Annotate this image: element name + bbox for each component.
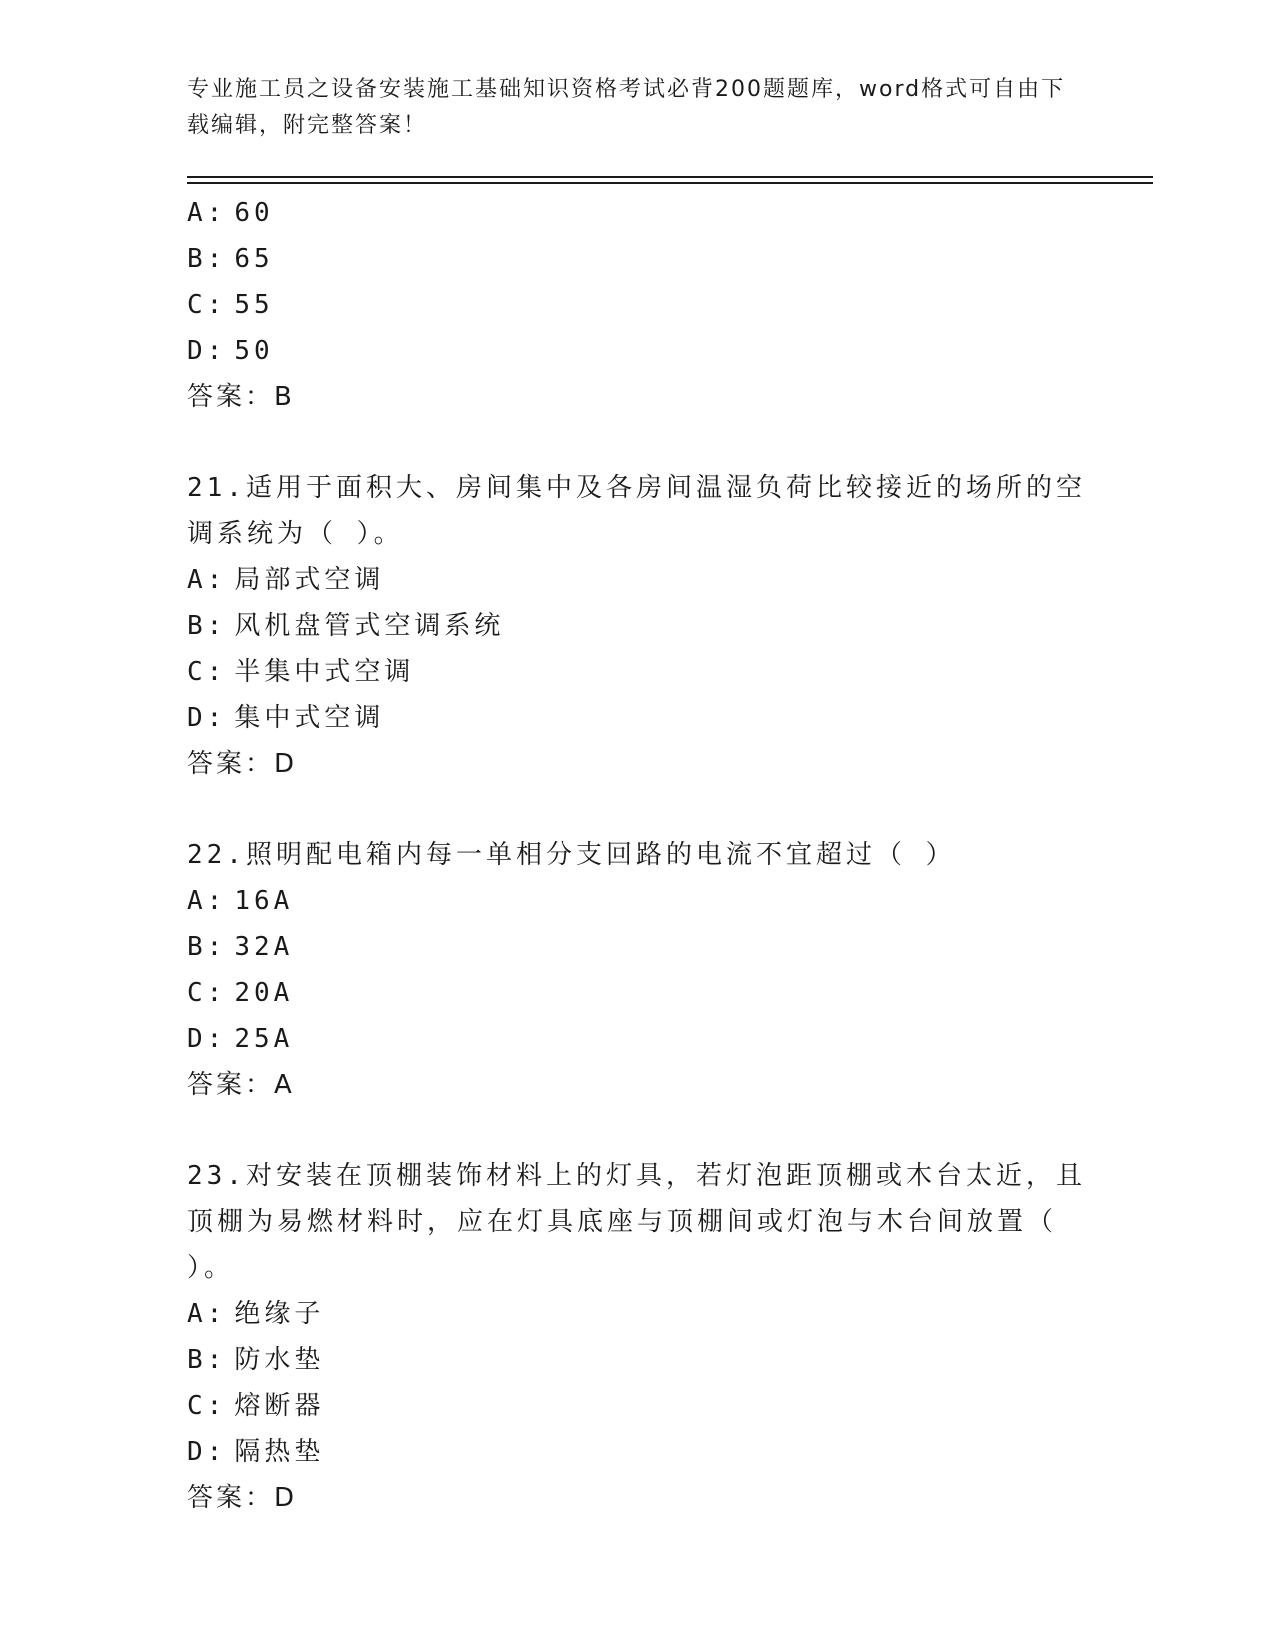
answer-line: 答案：B xyxy=(187,382,295,412)
option-c: C: 熔断器 xyxy=(187,1391,325,1421)
header-divider-bottom xyxy=(187,182,1153,184)
option-d: D: 25A xyxy=(187,1024,294,1054)
question-23 xyxy=(187,1153,1087,1521)
question-list xyxy=(187,190,1087,1521)
header-divider-top xyxy=(187,176,1153,178)
question-stem: 21.适用于面积大、房间集中及各房间温湿负荷比较接近的场所的空调系统为（ ）。 xyxy=(187,473,1086,549)
question-21 xyxy=(187,465,1087,787)
option-d: D: 50 xyxy=(187,336,274,366)
option-a: A: 绝缘子 xyxy=(187,1299,325,1329)
option-b: B: 防水垫 xyxy=(187,1345,325,1375)
document-header xyxy=(187,72,1067,144)
option-b: B: 风机盘管式空调系统 xyxy=(187,611,505,641)
answer-line: 答案：A xyxy=(187,1070,295,1100)
option-c: C: 55 xyxy=(187,290,274,320)
option-b: B: 65 xyxy=(187,244,274,274)
answer-line: 答案：D xyxy=(187,1483,298,1513)
header-title: 专业施工员之设备安装施工基础知识资格考试必背200题题库，word格式可自由下载编辑，附完整答案！ xyxy=(187,77,1066,138)
option-c: C: 半集中式空调 xyxy=(187,657,415,687)
question-22 xyxy=(187,832,1087,1108)
option-b: B: 32A xyxy=(187,932,294,962)
question-stem: 23.对安装在顶棚装饰材料上的灯具，若灯泡距顶棚或木台太近，且顶棚为易燃材料时，应在灯具底座与顶棚间或灯泡与木台间放置（ ）。 xyxy=(187,1161,1086,1283)
option-d: D: 隔热垫 xyxy=(187,1437,325,1467)
question-stem: 22.照明配电箱内每一单相分支回路的电流不宜超过（ ） xyxy=(187,840,956,870)
answer-line: 答案：D xyxy=(187,749,298,779)
question-20 xyxy=(187,190,1087,420)
option-a: A: 局部式空调 xyxy=(187,565,385,595)
option-d: D: 集中式空调 xyxy=(187,703,385,733)
option-a: A: 60 xyxy=(187,198,274,228)
option-c: C: 20A xyxy=(187,978,294,1008)
option-a: A: 16A xyxy=(187,886,294,916)
